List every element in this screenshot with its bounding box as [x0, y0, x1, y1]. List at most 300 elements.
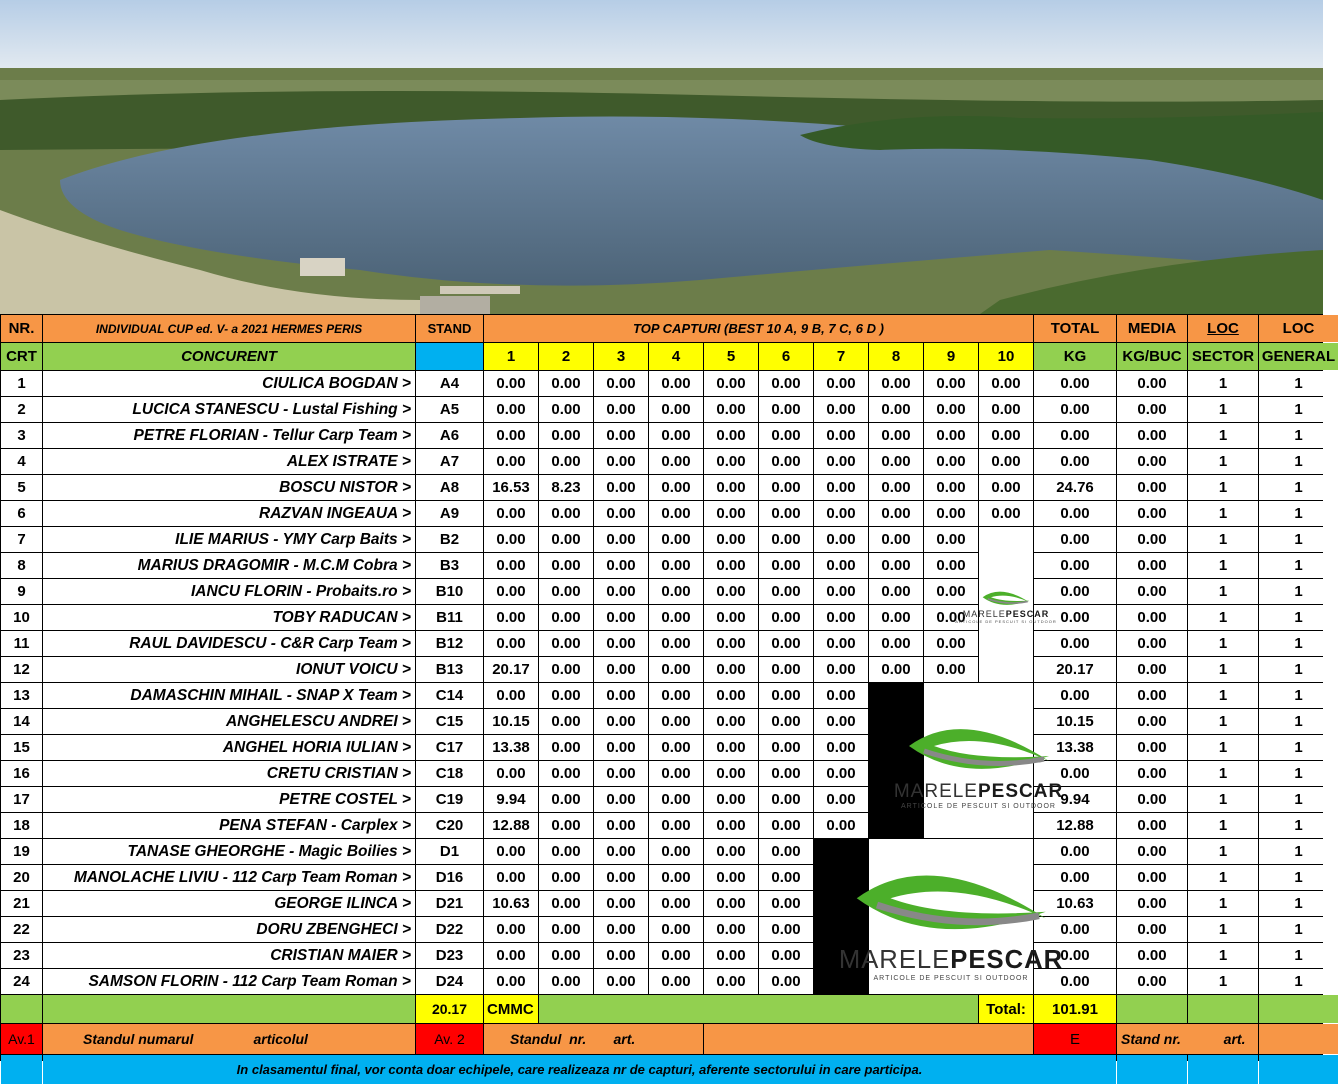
stand-code: D24	[416, 969, 483, 994]
catch-value: 0.00	[704, 579, 758, 604]
stand-code: B12	[416, 631, 483, 656]
total-kg: 20.17	[1034, 657, 1116, 682]
catch-value: 0.00	[759, 813, 813, 838]
catch-value: 0.00	[539, 709, 593, 734]
row-nr: 23	[1, 943, 42, 968]
catch-value: 0.00	[924, 631, 978, 656]
competitor-name: ANGHEL HORIA IULIAN >	[43, 735, 415, 760]
media-kgbuc: 0.00	[1117, 709, 1187, 734]
loc-sector: 1	[1188, 943, 1258, 968]
total-kg: 0.00	[1034, 449, 1116, 474]
competitor-name: PENA STEFAN - Carplex >	[43, 813, 415, 838]
catch-value: 0.00	[649, 813, 703, 838]
catch-value: 12.88	[484, 813, 538, 838]
catch-value: 0.00	[704, 683, 758, 708]
catch-value: 0.00	[759, 579, 813, 604]
catch-value: 0.00	[704, 397, 758, 422]
catch-value: 0.00	[759, 553, 813, 578]
loc-sector: 1	[1188, 891, 1258, 916]
loc-general: 1	[1259, 605, 1338, 630]
catch-value: 0.00	[704, 475, 758, 500]
catch-value: 0.00	[869, 449, 923, 474]
media-kgbuc: 0.00	[1117, 631, 1187, 656]
header-media: MEDIA	[1117, 315, 1187, 342]
footer-blank	[704, 1024, 1033, 1054]
header-concurent: CONCURENT	[43, 343, 415, 370]
catch-value: 0.00	[594, 683, 648, 708]
catch-value: 0.00	[484, 423, 538, 448]
logo-word-bold: PESCAR	[950, 945, 1064, 974]
catch-value: 0.00	[594, 709, 648, 734]
loc-sector: 1	[1188, 813, 1258, 838]
summary-blank	[539, 995, 978, 1023]
logo-subtitle: ARTICOLE DE PESCUIT SI OUTDOOR	[873, 974, 1029, 982]
loc-sector: 1	[1188, 527, 1258, 552]
catch-value: 0.00	[484, 501, 538, 526]
standul-numarul	[43, 1024, 415, 1054]
catch-value: 0.00	[539, 657, 593, 682]
catch-value: 0.00	[484, 605, 538, 630]
catch-value: 0.00	[539, 423, 593, 448]
catch-value: 0.00	[924, 553, 978, 578]
header-kg: KG	[1034, 343, 1116, 370]
catch-value: 0.00	[594, 657, 648, 682]
catch-value: 0.00	[924, 605, 978, 630]
header-catch-1: 1	[484, 343, 538, 370]
catch-value: 0.00	[759, 631, 813, 656]
catch-value: 0.00	[759, 709, 813, 734]
catch-value: 0.00	[814, 423, 868, 448]
header-catch-9: 9	[924, 343, 978, 370]
catch-value: 0.00	[539, 501, 593, 526]
catch-value: 0.00	[484, 371, 538, 396]
av1-label: Av.1	[1, 1024, 42, 1054]
loc-sector: 1	[1188, 787, 1258, 812]
media-kgbuc: 0.00	[1117, 813, 1187, 838]
total-kg: 9.94	[1034, 787, 1116, 812]
media-kgbuc: 0.00	[1117, 423, 1187, 448]
loc-general: 1	[1259, 423, 1338, 448]
catch-value: 10.63	[484, 891, 538, 916]
catch-value: 0.00	[594, 501, 648, 526]
loc-sector: 1	[1188, 579, 1258, 604]
loc-sector: 1	[1188, 553, 1258, 578]
total-kg: 10.15	[1034, 709, 1116, 734]
total-kg: 0.00	[1034, 423, 1116, 448]
catch-value: 0.00	[924, 527, 978, 552]
catch-value: 0.00	[814, 397, 868, 422]
logo-word-bold: PESCAR	[977, 781, 1064, 802]
catch-value: 0.00	[594, 787, 648, 812]
catch-value: 0.00	[594, 371, 648, 396]
catch-value: 10.15	[484, 709, 538, 734]
row-nr: 17	[1, 787, 42, 812]
row-nr: 7	[1, 527, 42, 552]
e-label: E	[1034, 1024, 1116, 1054]
catch-value: 0.00	[759, 735, 813, 760]
catch-value: 0.00	[759, 839, 813, 864]
media-kgbuc: 0.00	[1117, 787, 1187, 812]
total-kg: 0.00	[1034, 917, 1116, 942]
stand-code: A5	[416, 397, 483, 422]
competitor-name: ANGHELESCU ANDREI >	[43, 709, 415, 734]
row-nr: 18	[1, 813, 42, 838]
catch-value: 0.00	[869, 553, 923, 578]
catch-value: 0.00	[484, 839, 538, 864]
loc-general: 1	[1259, 865, 1338, 890]
catch-value: 0.00	[814, 683, 868, 708]
catch-value: 0.00	[539, 917, 593, 942]
media-kgbuc: 0.00	[1117, 449, 1187, 474]
catch-value: 0.00	[704, 657, 758, 682]
catch-value: 0.00	[539, 969, 593, 994]
catch-value: 0.00	[704, 709, 758, 734]
total-kg: 0.00	[1034, 761, 1116, 786]
loc-sector: 1	[1188, 397, 1258, 422]
competitor-name: LUCICA STANESCU - Lustal Fishing >	[43, 397, 415, 422]
loc-sector: 1	[1188, 761, 1258, 786]
logo-wordmark	[839, 946, 1063, 975]
summary-blank	[1117, 995, 1187, 1023]
media-kgbuc: 0.00	[1117, 605, 1187, 630]
catch-value: 0.00	[594, 735, 648, 760]
header-catch-8: 8	[869, 343, 923, 370]
catch-value: 0.00	[649, 787, 703, 812]
catch-value: 0.00	[539, 865, 593, 890]
catch-value: 0.00	[759, 605, 813, 630]
catch-value: 0.00	[649, 579, 703, 604]
competitor-name: MARIUS DRAGOMIR - M.C.M Cobra >	[43, 553, 415, 578]
row-nr: 19	[1, 839, 42, 864]
total-kg: 0.00	[1034, 969, 1116, 994]
header-top-catches: TOP CAPTURI (BEST 10 A, 9 B, 7 C, 6 D )	[484, 315, 1033, 342]
catch-value: 0.00	[649, 657, 703, 682]
grand-total-value: 101.91	[1034, 995, 1116, 1023]
header-catch-6: 6	[759, 343, 813, 370]
catch-value: 0.00	[594, 397, 648, 422]
catch-value: 0.00	[649, 891, 703, 916]
catch-value: 0.00	[704, 449, 758, 474]
catch-value: 0.00	[649, 631, 703, 656]
competitor-name: DAMASCHIN MIHAIL - SNAP X Team >	[43, 683, 415, 708]
header-catch-5: 5	[704, 343, 758, 370]
catch-value: 16.53	[484, 475, 538, 500]
loc-general: 1	[1259, 553, 1338, 578]
catch-value: 0.00	[924, 449, 978, 474]
rules-note: In clasamentul final, vor conta doar echipele, care realizeaza nr de capturi, aferente sectorului in care participa.	[43, 1055, 1116, 1084]
logo-subtitle: ARTICOLE DE PESCUIT SI OUTDOOR	[955, 619, 1057, 625]
summary-blank	[43, 995, 415, 1023]
catch-value: 0.00	[484, 527, 538, 552]
articolul-label: articolul	[253, 1031, 308, 1047]
row-nr: 3	[1, 423, 42, 448]
catch-value: 0.00	[484, 449, 538, 474]
cmmc-label: CMMC	[484, 995, 538, 1023]
catch-value: 0.00	[539, 735, 593, 760]
catch-value: 0.00	[484, 917, 538, 942]
media-kgbuc: 0.00	[1117, 657, 1187, 682]
loc-general: 1	[1259, 969, 1338, 994]
competitor-name: CIULICA BOGDAN >	[43, 371, 415, 396]
loc-sector: 1	[1188, 839, 1258, 864]
summary-blank	[1259, 995, 1338, 1023]
catch-value: 0.00	[649, 397, 703, 422]
row-nr: 2	[1, 397, 42, 422]
catch-value: 0.00	[759, 397, 813, 422]
catch-value: 0.00	[484, 865, 538, 890]
total-kg: 10.63	[1034, 891, 1116, 916]
catch-value: 0.00	[704, 787, 758, 812]
catch-value: 0.00	[649, 475, 703, 500]
competitor-name: CRETU CRISTIAN >	[43, 761, 415, 786]
catch-value: 0.00	[814, 449, 868, 474]
catch-value: 0.00	[924, 371, 978, 396]
logo-word-light: MARELE	[962, 609, 1006, 620]
loc-sector: 1	[1188, 683, 1258, 708]
total-kg: 0.00	[1034, 397, 1116, 422]
competitor-name: BOSCU NISTOR >	[43, 475, 415, 500]
catch-value: 0.00	[649, 605, 703, 630]
catch-value: 0.00	[594, 553, 648, 578]
standul-label: Standul numarul	[83, 1031, 194, 1047]
catch-value: 0.00	[484, 579, 538, 604]
catch-value: 0.00	[484, 397, 538, 422]
competitor-name: DORU ZBENGHECI >	[43, 917, 415, 942]
loc-general: 1	[1259, 943, 1338, 968]
header-loc-general: LOC	[1259, 315, 1338, 342]
standul-nr-art: Standul nr. art.	[484, 1024, 703, 1054]
catch-value: 0.00	[924, 657, 978, 682]
marelepescar-logo	[838, 839, 1064, 994]
catch-value: 0.00	[594, 917, 648, 942]
catch-value: 0.00	[484, 553, 538, 578]
loc-sector: 1	[1188, 969, 1258, 994]
loc-general: 1	[1259, 475, 1338, 500]
competitor-name: PETRE COSTEL >	[43, 787, 415, 812]
loc-general: 1	[1259, 397, 1338, 422]
media-kgbuc: 0.00	[1117, 891, 1187, 916]
catch-value: 0.00	[484, 761, 538, 786]
header-total: TOTAL	[1034, 315, 1116, 342]
loc-sector: 1	[1188, 709, 1258, 734]
catch-value: 0.00	[649, 371, 703, 396]
catch-value: 0.00	[704, 371, 758, 396]
header-stand: STAND	[416, 315, 483, 342]
catch-value: 0.00	[704, 735, 758, 760]
media-kgbuc: 0.00	[1117, 943, 1187, 968]
stand-code: A6	[416, 423, 483, 448]
stand-code: C14	[416, 683, 483, 708]
loc-sector: 1	[1188, 917, 1258, 942]
competitor-name: IONUT VOICU >	[43, 657, 415, 682]
media-kgbuc: 0.00	[1117, 527, 1187, 552]
catch-value: 0.00	[649, 501, 703, 526]
catch-value: 0.00	[649, 553, 703, 578]
summary-blank	[1, 995, 42, 1023]
total-kg: 13.38	[1034, 735, 1116, 760]
catch-value: 0.00	[814, 501, 868, 526]
row-nr: 21	[1, 891, 42, 916]
catch-value: 0.00	[594, 865, 648, 890]
catch-value: 0.00	[594, 969, 648, 994]
loc-general: 1	[1259, 631, 1338, 656]
catch-value: 0.00	[869, 475, 923, 500]
header-general: GENERAL	[1259, 343, 1338, 370]
catch-value: 0.00	[759, 891, 813, 916]
catch-value: 0.00	[594, 605, 648, 630]
catch-value: 0.00	[649, 969, 703, 994]
catch-value: 0.00	[924, 397, 978, 422]
header-kgbuc: KG/BUC	[1117, 343, 1187, 370]
catch-value: 0.00	[759, 501, 813, 526]
catch-value: 0.00	[649, 761, 703, 786]
catch-value: 0.00	[649, 735, 703, 760]
catch-value: 0.00	[539, 891, 593, 916]
logo-wordmark	[963, 609, 1050, 619]
loc-general: 1	[1259, 501, 1338, 526]
catch-value: 0.00	[979, 501, 1033, 526]
catch-value: 0.00	[484, 631, 538, 656]
competitor-name: MANOLACHE LIVIU - 112 Carp Team Roman >	[43, 865, 415, 890]
loc-sector: 1	[1188, 371, 1258, 396]
loc-sector: 1	[1188, 423, 1258, 448]
catch-value: 0.00	[704, 553, 758, 578]
note-blank	[1, 1055, 42, 1084]
catch-value: 0.00	[814, 709, 868, 734]
logo-word-light: MARELE	[893, 781, 978, 802]
catch-value: 0.00	[649, 709, 703, 734]
catch-value: 0.00	[539, 553, 593, 578]
total-kg: 0.00	[1034, 501, 1116, 526]
catch-value: 0.00	[594, 761, 648, 786]
catch-value: 0.00	[704, 423, 758, 448]
loc-general: 1	[1259, 371, 1338, 396]
catch-value: 0.00	[539, 683, 593, 708]
catch-value: 0.00	[814, 735, 868, 760]
total-kg: 0.00	[1034, 865, 1116, 890]
total-kg: 0.00	[1034, 553, 1116, 578]
catch-value: 0.00	[759, 657, 813, 682]
media-kgbuc: 0.00	[1117, 397, 1187, 422]
row-nr: 11	[1, 631, 42, 656]
total-kg: 0.00	[1034, 839, 1116, 864]
catch-value: 0.00	[539, 839, 593, 864]
lake-aerial-photo	[0, 0, 1323, 314]
stand-code: C19	[416, 787, 483, 812]
catch-value: 0.00	[759, 917, 813, 942]
logo-word-light: MARELE	[838, 945, 951, 974]
catch-value: 0.00	[594, 527, 648, 552]
loc-general: 1	[1259, 683, 1338, 708]
catch-value: 0.00	[979, 397, 1033, 422]
catch-value: 0.00	[594, 449, 648, 474]
row-nr: 12	[1, 657, 42, 682]
catch-value: 0.00	[759, 449, 813, 474]
catch-value: 9.94	[484, 787, 538, 812]
stand-code: D23	[416, 943, 483, 968]
total-kg: 24.76	[1034, 475, 1116, 500]
row-nr: 4	[1, 449, 42, 474]
loc-sector: 1	[1188, 631, 1258, 656]
total-kg: 0.00	[1034, 371, 1116, 396]
catch-value: 0.00	[704, 969, 758, 994]
media-kgbuc: 0.00	[1117, 553, 1187, 578]
catch-value: 0.00	[539, 787, 593, 812]
media-kgbuc: 0.00	[1117, 917, 1187, 942]
header-catch-3: 3	[594, 343, 648, 370]
row-nr: 6	[1, 501, 42, 526]
media-kgbuc: 0.00	[1117, 683, 1187, 708]
catch-value: 0.00	[869, 605, 923, 630]
stand-code: B2	[416, 527, 483, 552]
media-kgbuc: 0.00	[1117, 579, 1187, 604]
competitor-name: ALEX ISTRATE >	[43, 449, 415, 474]
loc-general: 1	[1259, 657, 1338, 682]
catch-value: 0.00	[539, 761, 593, 786]
total-kg: 0.00	[1034, 579, 1116, 604]
stand-code: A7	[416, 449, 483, 474]
row-nr: 15	[1, 735, 42, 760]
stand-code: B3	[416, 553, 483, 578]
catch-value: 0.00	[704, 839, 758, 864]
catch-value: 0.00	[484, 943, 538, 968]
total-kg: 12.88	[1034, 813, 1116, 838]
catch-value: 0.00	[484, 683, 538, 708]
catch-value: 0.00	[814, 527, 868, 552]
note-blank	[1117, 1055, 1187, 1084]
loc-general: 1	[1259, 449, 1338, 474]
header-loc-sector: LOC	[1188, 315, 1258, 342]
catch-value: 0.00	[869, 527, 923, 552]
stand-code: C17	[416, 735, 483, 760]
catch-value: 0.00	[869, 657, 923, 682]
catch-value: 0.00	[814, 579, 868, 604]
stand-code: D1	[416, 839, 483, 864]
note-blank	[1188, 1055, 1258, 1084]
catch-value: 20.17	[484, 657, 538, 682]
catch-value: 0.00	[814, 553, 868, 578]
catch-value: 0.00	[814, 371, 868, 396]
logo-word-bold: PESCAR	[1005, 609, 1050, 620]
catch-value: 0.00	[539, 371, 593, 396]
media-kgbuc: 0.00	[1117, 761, 1187, 786]
catch-value: 0.00	[704, 865, 758, 890]
competitor-name: GEORGE ILINCA >	[43, 891, 415, 916]
loc-general: 1	[1259, 735, 1338, 760]
catch-value: 0.00	[594, 423, 648, 448]
catch-value: 0.00	[759, 683, 813, 708]
catch-value: 0.00	[869, 631, 923, 656]
note-blank	[1259, 1055, 1338, 1084]
catch-value: 0.00	[594, 891, 648, 916]
media-kgbuc: 0.00	[1117, 475, 1187, 500]
catch-value: 0.00	[979, 449, 1033, 474]
catch-value: 0.00	[704, 917, 758, 942]
catch-value: 0.00	[704, 527, 758, 552]
catch-value: 0.00	[759, 969, 813, 994]
logo-wordmark	[894, 781, 1063, 803]
loc-sector: 1	[1188, 501, 1258, 526]
loc-general: 1	[1259, 709, 1338, 734]
stand-code: D21	[416, 891, 483, 916]
total-kg: 0.00	[1034, 943, 1116, 968]
row-nr: 13	[1, 683, 42, 708]
catch-value: 0.00	[869, 423, 923, 448]
stand-code: C18	[416, 761, 483, 786]
catch-value: 0.00	[594, 839, 648, 864]
total-kg: 0.00	[1034, 683, 1116, 708]
header-catch-7: 7	[814, 343, 868, 370]
